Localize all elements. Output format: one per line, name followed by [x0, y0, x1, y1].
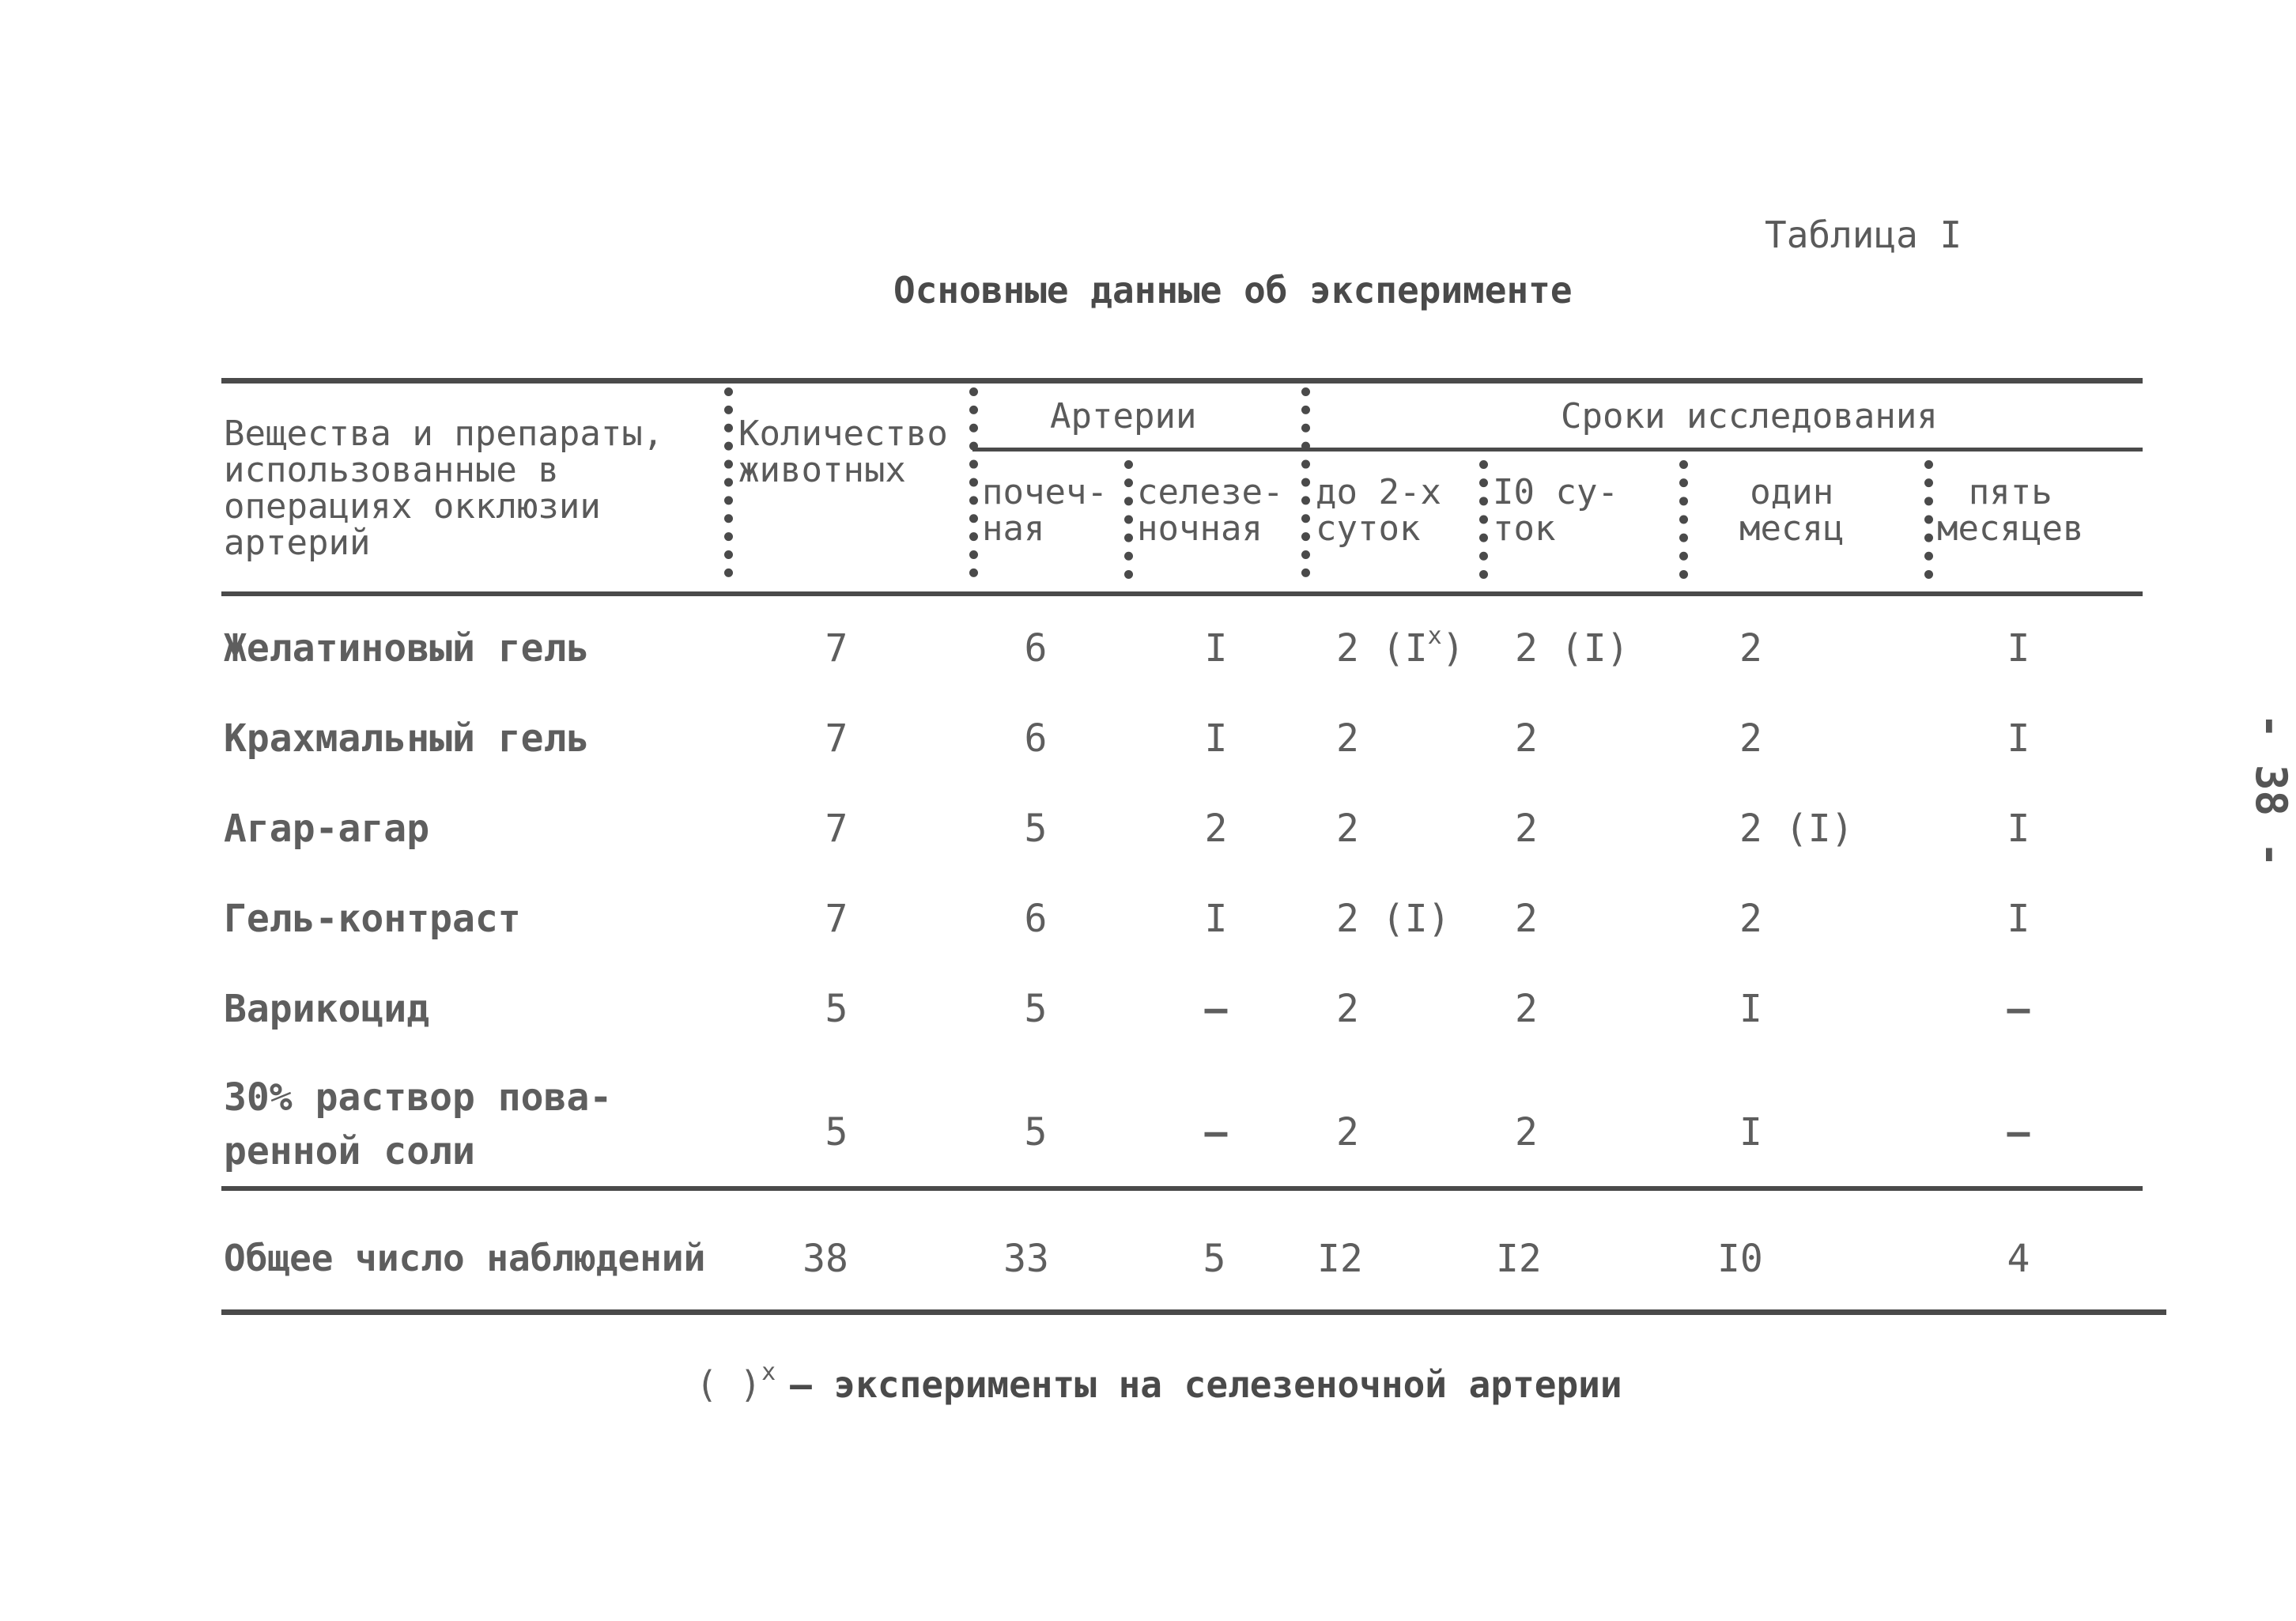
cell-splenic: – [1204, 987, 1228, 1031]
footnote: ( )$^x$ – эксперименты на селезеночной артерии [696, 1358, 1622, 1406]
col-separator [1479, 460, 1488, 579]
table-top-rule [221, 378, 2143, 384]
cell-period-5months: I [2007, 716, 2030, 761]
header-splenic: селезе- ночная [1137, 472, 1284, 549]
col-separator [1124, 460, 1133, 579]
header-periods: Сроки исследования [1561, 396, 1938, 436]
header-substances: Вещества и препараты, использованные в операциях окклюзии артерий [224, 414, 664, 563]
header-count: Количество животных [738, 414, 948, 490]
cell-splenic: I [1204, 626, 1228, 671]
total-period-1month: I0 [1717, 1237, 1763, 1281]
col-separator [724, 387, 733, 577]
cell-splenic: I [1204, 716, 1228, 761]
total-period-2days: I2 [1317, 1237, 1363, 1281]
cell-period-2days: 2 [1336, 807, 1359, 851]
table-label: Таблица I [1765, 213, 1962, 256]
cell-splenic: – [1204, 1110, 1228, 1154]
cell-renal: 6 [1024, 626, 1048, 671]
col-separator [1301, 387, 1310, 577]
total-count: 38 [802, 1237, 848, 1281]
periods-underline [1308, 448, 2143, 452]
total-renal: 33 [1003, 1237, 1049, 1281]
page-number: - 38 - [2246, 712, 2296, 868]
cell-period-5months: – [2007, 987, 2030, 1031]
cell-period-1month: 2 [1739, 897, 1762, 941]
cell-period-10days: 2 (I) [1515, 626, 1629, 671]
total-splenic: 5 [1203, 1237, 1226, 1281]
header-arteries: Артерии [1050, 396, 1197, 436]
cell-period-2days: 2 (I) [1336, 897, 1451, 941]
cell-period-5months: – [2007, 1110, 2030, 1154]
cell-period-5months: I [2007, 807, 2030, 851]
cell-period-2days: 2 [1336, 987, 1359, 1031]
header-renal: почеч- ная [982, 472, 1108, 549]
row-name: Агар-агар [224, 807, 430, 851]
total-period-5months: 4 [2007, 1237, 2030, 1281]
row-name: Крахмальный гель [224, 716, 590, 761]
header-bottom-rule [221, 591, 2143, 596]
total-period-10days: I2 [1496, 1237, 1542, 1281]
cell-period-1month: I [1739, 987, 1762, 1031]
table-bottom-rule [221, 1309, 2166, 1315]
total-label: Общее число наблюдений [224, 1237, 706, 1279]
cell-count: 7 [825, 626, 848, 671]
cell-count: 7 [825, 716, 848, 761]
cell-period-1month: I [1739, 1110, 1762, 1154]
cell-count: 7 [825, 897, 848, 941]
table-title: Основные данные об эксперименте [893, 269, 1573, 312]
row-name-line2: ренной соли [224, 1129, 475, 1173]
cell-splenic: 2 [1204, 807, 1228, 851]
header-period-10days: I0 су- ток [1493, 472, 1618, 549]
cell-period-2days: 2 $(I^x)$ [1336, 622, 1465, 671]
cell-count: 5 [825, 987, 848, 1031]
cell-period-1month: 2 [1739, 716, 1762, 761]
cell-period-10days: 2 [1515, 897, 1538, 941]
row-name: Гель-контраст [224, 897, 521, 941]
col-separator [1924, 460, 1933, 579]
col-separator [969, 387, 978, 577]
cell-renal: 6 [1024, 716, 1048, 761]
cell-period-10days: 2 [1515, 807, 1538, 851]
cell-count: 7 [825, 807, 848, 851]
cell-period-10days: 2 [1515, 1110, 1538, 1154]
cell-period-10days: 2 [1515, 716, 1538, 761]
cell-period-1month: 2 [1739, 626, 1762, 671]
header-period-5months: пять месяцев [1937, 472, 2084, 549]
body-bottom-rule [221, 1186, 2143, 1191]
cell-period-5months: I [2007, 626, 2030, 671]
cell-renal: 6 [1024, 897, 1048, 941]
header-period-1month: один месяц [1739, 472, 1845, 549]
cell-period-2days: 2 [1336, 1110, 1359, 1154]
cell-period-10days: 2 [1515, 987, 1538, 1031]
cell-period-5months: I [2007, 897, 2030, 941]
cell-renal: 5 [1024, 987, 1048, 1031]
cell-count: 5 [825, 1110, 848, 1154]
cell-renal: 5 [1024, 807, 1048, 851]
cell-renal: 5 [1024, 1110, 1048, 1154]
row-name: Варикоцид [224, 987, 430, 1031]
row-name: Желатиновый гель [224, 626, 590, 671]
row-name-line1: 30% раствор пова- [224, 1075, 613, 1120]
col-separator [1679, 460, 1688, 579]
cell-splenic: I [1204, 897, 1228, 941]
cell-period-1month: 2 (I) [1739, 807, 1854, 851]
header-period-2days: до 2-х суток [1316, 472, 1441, 549]
cell-period-2days: 2 [1336, 716, 1359, 761]
